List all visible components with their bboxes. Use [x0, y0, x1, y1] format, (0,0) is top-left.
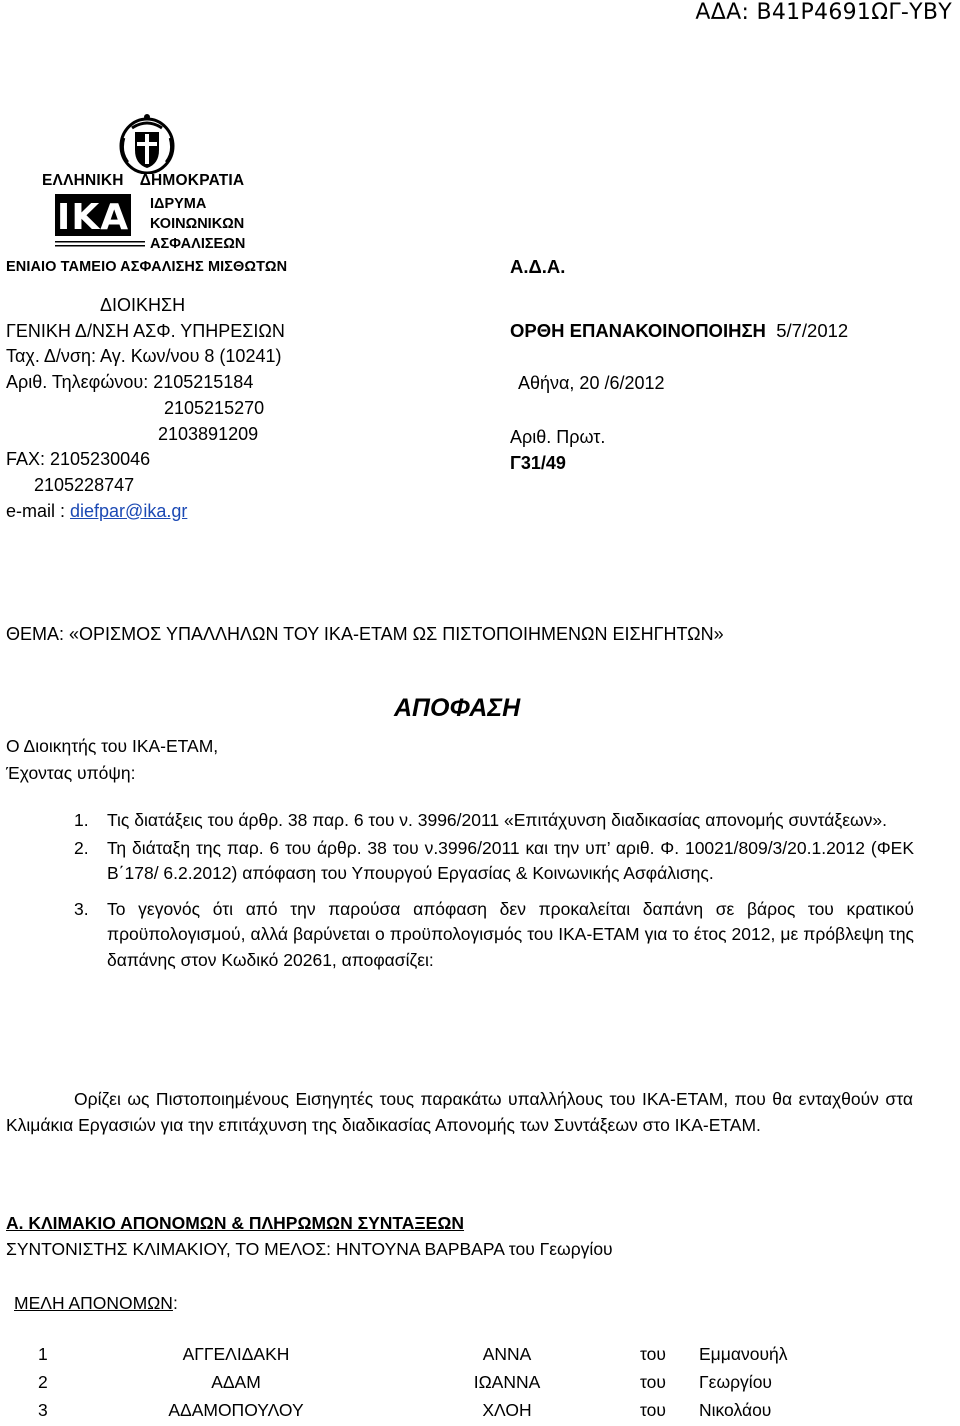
item-text: Το γεγονός ότι από την παρούσα απόφαση δεν προκαλείται δαπάνη σε βάρος του κρατικού προϋπολογισμού, αλλά βαρύνεται ο προϋπολογισμός του ΙΚΑ-ΕΤΑΜ για το έτος 2012, με πρόβλεψη της δαπάνης στον Κωδικό 20261, αποφασίζει: [107, 898, 914, 970]
table-row [0, 1344, 960, 1370]
sender-fax-2: 2105228747 [34, 474, 135, 495]
item-number: 3. [74, 898, 89, 919]
protocol-label: Αριθ. Πρωτ. [510, 427, 606, 447]
member-number: 3 [38, 1400, 48, 1420]
director-block [6, 733, 218, 787]
sender-fax: FAX: 2105230046 [6, 449, 151, 470]
considering-line: Έχοντας υπόψη: [6, 763, 136, 783]
protocol-block [510, 424, 605, 476]
logo-gov-line-1: ΕΛΛΗΝΙΚΗ [42, 172, 124, 189]
table-row [0, 1400, 960, 1426]
sender-address: Ταχ. Δ/νση: Αγ. Κων/νου 8 (10241) [6, 346, 282, 367]
logo-inst-2: ΚΟΙΝΩΝΙΚΩΝ [150, 216, 245, 232]
member-of: του [640, 1400, 666, 1420]
sender-phone-3: 2103891209 [158, 423, 259, 444]
member-father: Νικολάου [699, 1400, 772, 1420]
member-number: 2 [38, 1372, 48, 1392]
sender-dept-1: ΔΙΟΙΚΗΣΗ [100, 295, 186, 315]
member-surname: ΑΓΓΕΛΙΔΑΚΗ [182, 1344, 290, 1364]
members-label: ΜΕΛΗ ΑΠΟΝΟΜΩΝ [14, 1293, 173, 1313]
item-number: 1. [74, 810, 89, 830]
decision-title: ΑΠΟΦΑΣΗ [394, 694, 521, 722]
member-of: του [640, 1344, 666, 1364]
coordinator-line: ΣΥΝΤΟΝΙΣΤΗΣ ΚΛΙΜΑΚΙΟΥ, ΤΟ ΜΕΛΟΣ: ΗΝΤΟΥΝΑ ΒΑΡΒΑΡΑ του Γεωργίου [6, 1239, 613, 1259]
table-row [0, 1372, 960, 1398]
decision-body: Ορίζει ως Πιστοποιημένους Εισηγητές τους παρακάτω υπαλλήλους του ΙΚΑ-ΕΤΑΜ, που θα ενταχθούν στα Κλιμάκια Εργασιών για την επιτάχυνση της διαδικασίας Απονομής των Συντάξεων στο ΙΚΑ-ΕΤΑΜ. [6, 1089, 913, 1135]
logo-fine-print [55, 239, 145, 249]
logo-government-text [42, 172, 244, 190]
logo-inst-3: ΑΣΦΑΛΙΣΕΩΝ [150, 236, 246, 252]
ada-label: Α.Δ.Α. [510, 256, 566, 277]
member-name: ΙΩΑΝΝΑ [473, 1372, 541, 1392]
coat-of-arms-icon [118, 112, 176, 174]
considerations-list [74, 808, 914, 973]
list-item [74, 808, 914, 834]
ada-code: ΑΔΑ: Β41Ρ4691ΩΓ-ΥΒΥ [695, 0, 952, 25]
sender-email-line [6, 499, 285, 525]
list-item [74, 897, 914, 974]
place-date: Αθήνα, 20 /6/2012 [518, 373, 665, 393]
correction-date: 5/7/2012 [776, 320, 849, 341]
members-colon: : [172, 1293, 178, 1313]
logo-inst-1: ΙΔΡΥΜΑ [150, 196, 207, 212]
sender-email-label: e-mail : [6, 500, 71, 521]
logo-institution-text [150, 194, 245, 254]
sender-phone-2: 2105215270 [164, 397, 265, 418]
sender-info [6, 293, 285, 524]
member-father: Γεωργίου [699, 1372, 772, 1392]
member-father: Εμμανουήλ [699, 1344, 788, 1364]
section-a-heading: Α. ΚΛΙΜΑΚΙΟ ΑΠΟΝΟΜΩΝ & ΠΛΗΡΩΜΩΝ ΣΥΝΤΑΞΕΩΝ [6, 1213, 465, 1233]
sender-dept-2: ΓΕΝΙΚΗ Δ/ΝΣΗ ΑΣΦ. ΥΠΗΡΕΣΙΩΝ [6, 320, 285, 341]
member-name: ΑΝΝΑ [482, 1344, 532, 1364]
item-number: 2. [74, 837, 89, 858]
ika-logo-letters: ΙΚΑ [56, 197, 130, 236]
sender-phone: Αριθ. Τηλεφώνου: 2105215184 [6, 372, 254, 393]
members-heading [14, 1293, 178, 1314]
member-of: του [640, 1372, 666, 1392]
protocol-number: Γ31/49 [510, 453, 566, 473]
member-surname: ΑΔΑΜΟΠΟΥΛΟΥ [168, 1400, 304, 1420]
logo-fund-name: ΕΝΙΑΙΟ ΤΑΜΕΙΟ ΑΣΦΑΛΙΣΗΣ ΜΙΣΘΩΤΩΝ [6, 259, 288, 275]
sender-email-link[interactable]: diefpar@ika.gr [70, 500, 188, 521]
member-surname: ΑΔΑΜ [211, 1372, 261, 1392]
member-number: 1 [38, 1344, 48, 1364]
subject-line: ΘΕΜΑ: «ΟΡΙΣΜΟΣ ΥΠΑΛΛΗΛΩΝ ΤΟΥ ΙΚΑ-ΕΤΑΜ ΩΣ ΠΙΣΤΟΠΟΙΗΜΕΝΩΝ ΕΙΣΗΓΗΤΩΝ» [6, 624, 724, 644]
director-line: Ο Διοικητής του ΙΚΑ-ΕΤΑΜ, [6, 736, 219, 756]
correction-notice [510, 320, 848, 342]
item-text: Τη διάταξη της παρ. 6 του άρθρ. 38 του ν.3996/2011 και την υπ’ αριθ. Φ. 10021/809/3/20.1.2012 (ΦΕΚ Β΄178/ 6.2.2012) απόφαση του Υπουργού Εργασίας & Κοινωνικής Ασφάλισης. [107, 837, 914, 883]
logo-gov-line-2: ΔΗΜΟΚΡΑΤΙΑ [139, 172, 245, 189]
ika-logo [55, 194, 131, 236]
member-name: ΧΛΟΗ [482, 1400, 532, 1420]
item-text: Τις διατάξεις του άρθρ. 38 παρ. 6 του ν. 3996/2011 «Επιτάχυνση διαδικασίας απονομής συντάξεων». [107, 810, 888, 830]
correction-label: ΟΡΘΗ ΕΠΑΝΑΚΟΙΝΟΠΟΙΗΣΗ [510, 320, 766, 341]
list-item [74, 836, 914, 887]
